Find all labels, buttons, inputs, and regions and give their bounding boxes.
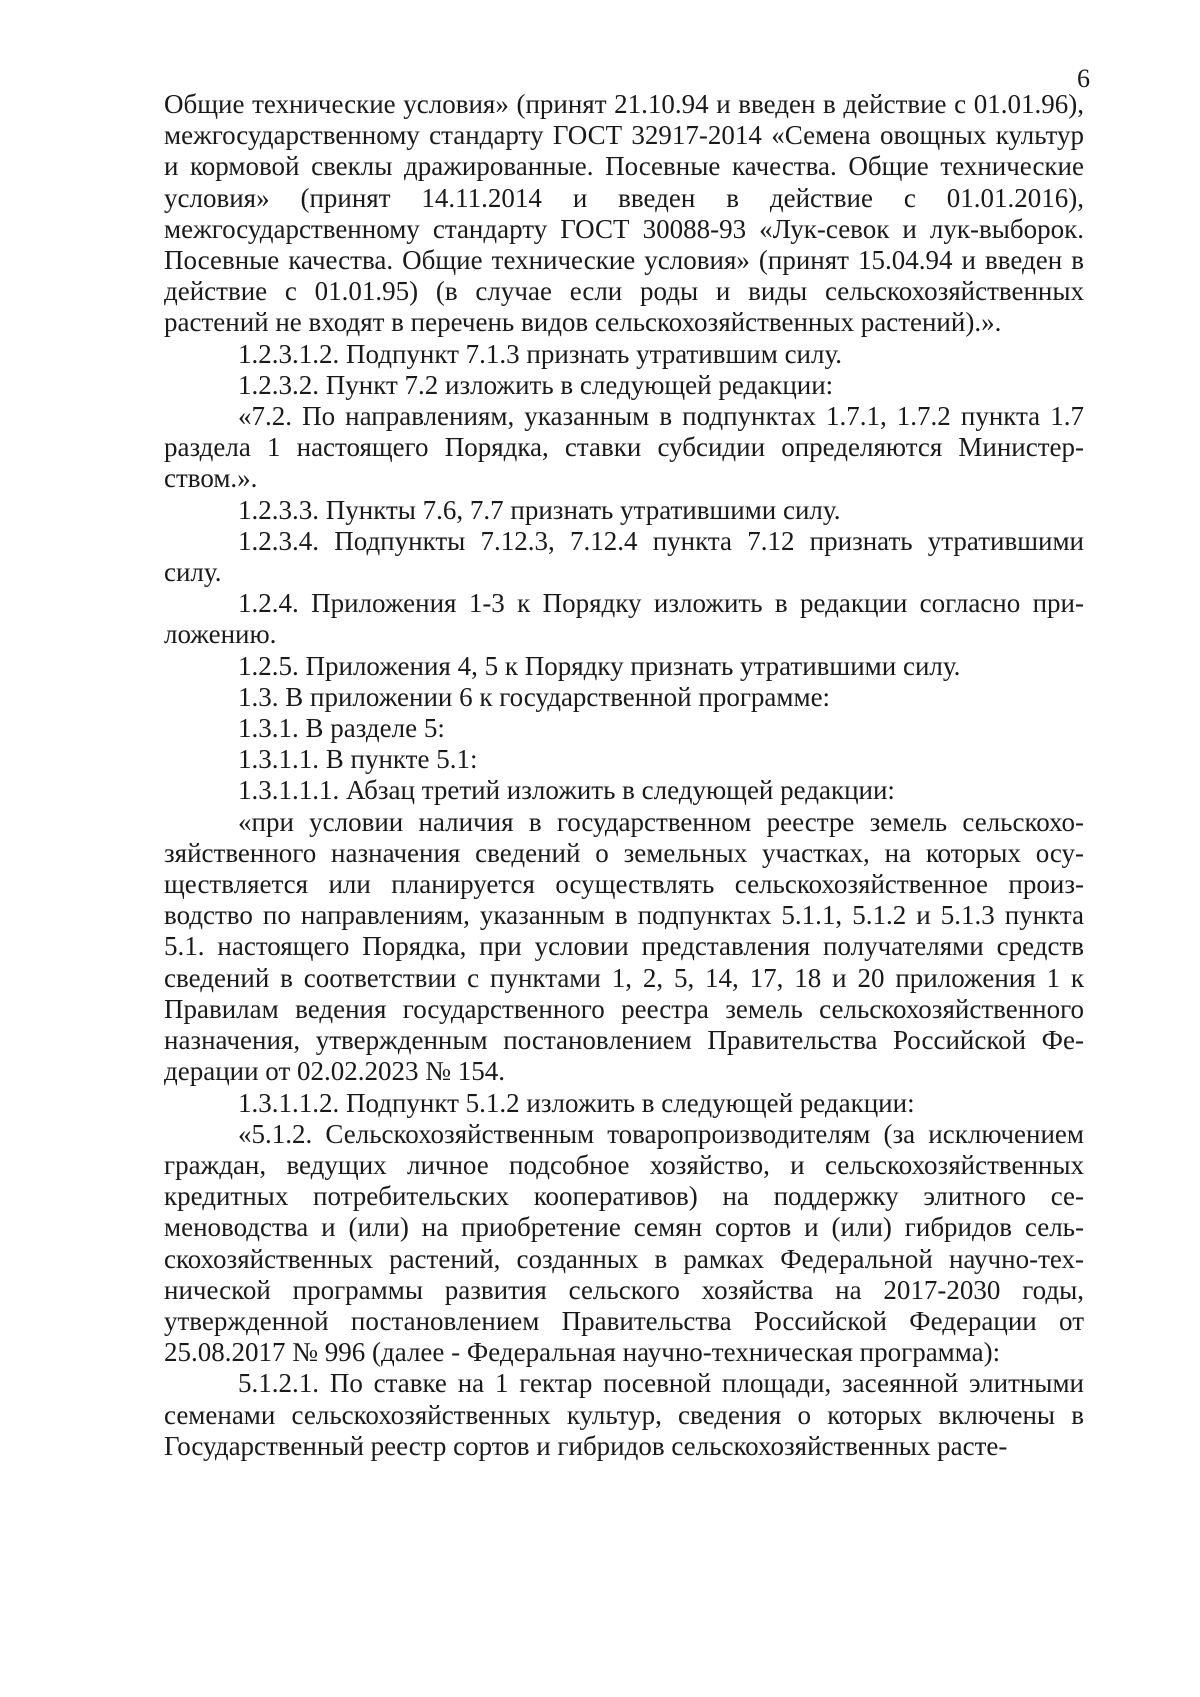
paragraph: 5.1.2.1. По ставке на 1 гектар посевной площади, засеянной элитными семенами сельскохозяйственных культур, сведения о которых включены в Государственный реестр сортов и гибридов сельскохозяйственных расте- bbox=[164, 1368, 1084, 1461]
paragraph: 1.2.5. Приложения 4, 5 к Порядку признать утратившими силу. bbox=[238, 650, 961, 681]
paragraph: 1.2.3.2. Пункт 7.2 изложить в следующей редакции: bbox=[238, 369, 834, 400]
paragraph: 1.2.3.4. Подпункты 7.12.3, 7.12.4 пункта 7.12 признать утратившими силу. bbox=[164, 525, 1084, 588]
paragraph: 1.3.1.1. В пункте 5.1: bbox=[238, 744, 478, 775]
paragraph: 1.3.1.1.2. Подпункт 5.1.2 изложить в следующей редакции: bbox=[238, 1087, 915, 1118]
paragraph: 1.2.4. Приложения 1-3 к Порядку изложить в редакции согласно приложению. bbox=[164, 588, 1084, 650]
document-body bbox=[164, 89, 1084, 1462]
paragraph: 1.3. В приложении 6 к государственной программе: bbox=[238, 681, 831, 712]
paragraph: 1.2.3.1.2. Подпункт 7.1.3 признать утратившим силу. bbox=[238, 338, 843, 369]
paragraph: Общие технические условия» (принят 21.10.94 и введен в действие с 01.01.96), межгосударственному стандарту ГОСТ 32917-2014 «Семена овощных культур и кормовой свеклы дражированные. Посевные качества. Общие технические условия» (принят 14.11.2014 и введен в действие с 01.01.2016), межгосударственному стандарту ГОСТ 30088-93 «Лук-севок и лук-выборок. Посевные качества. Общие технические условия» (принят 15.04.94 и введен в действие с 01.01.95) (в случае если роды и виды сельскохозяйственных растений не входят в перечень видов сельскохозяйственных растений).». bbox=[164, 89, 1084, 338]
paragraph: «при условии наличия в государственном реестре земель сельскохозяйственного назначения сведений о земельных участках, на которых осуществляется или планируется осуществлять сельскохозяйственное производство по направлениям, указанным в подпунктах 5.1.1, 5.1.2 и 5.1.3 пункта 5.1. настоящего Порядка, при условии представления получателями средств сведений в соответствии с пунктами 1, 2, 5, 14, 17, 18 и 20 приложения 1 к Правилам ведения государственного реестра земель сельскохозяйственного назначения, утвержденным постановлением Правительства Российской Федерации от 02.02.2023 № 154. bbox=[164, 806, 1084, 1087]
paragraph: 1.3.1. В разделе 5: bbox=[238, 713, 445, 744]
paragraph: 1.3.1.1.1. Абзац третий изложить в следующей редакции: bbox=[238, 775, 895, 806]
paragraph: «5.1.2. Сельскохозяйственным товаропроизводителям (за исключением граждан, ведущих личное подсобное хозяйство, и сельскохозяйственных кредитных потребительских кооперативов) на поддержку элитного семеноводства и (или) на приобретение семян сортов и (или) гибридов сельскохозяйственных растений, созданных в рамках Федеральной научно-технической программы развития сельского хозяйства на 2017-2030 годы, утвержденной постановлением Правительства Российской Федерации от 25.08.2017 № 996 (далее - Федеральная научно-техническая программа): bbox=[164, 1118, 1084, 1368]
paragraph: 1.2.3.3. Пункты 7.6, 7.7 признать утратившими силу. bbox=[238, 494, 841, 525]
page-number: 6 bbox=[1077, 64, 1090, 93]
paragraph: «7.2. По направлениям, указанным в подпунктах 1.7.1, 1.7.2 пункта 1.7 раздела 1 настоящего Порядка, ставки субсидии определяются Министерством.». bbox=[164, 401, 1084, 494]
